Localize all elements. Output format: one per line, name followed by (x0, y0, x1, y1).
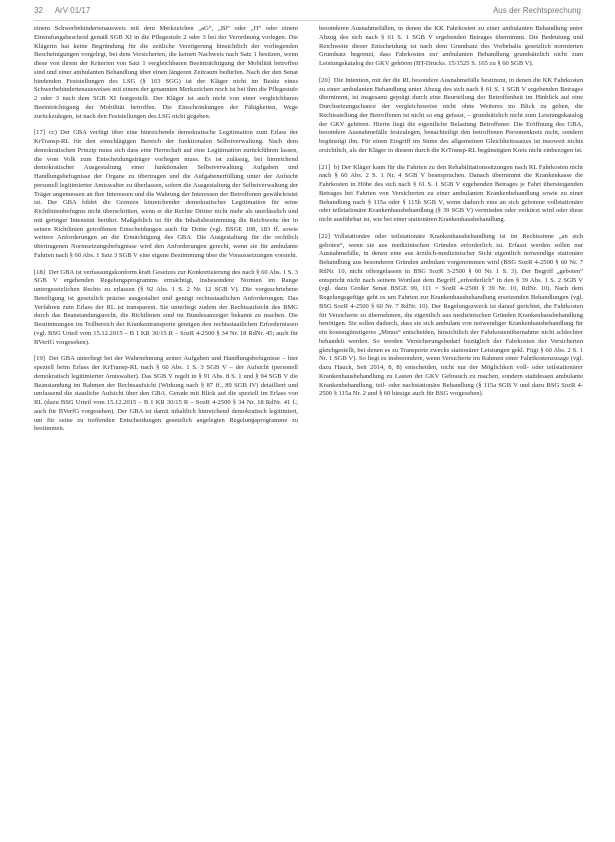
paragraph-text: besonderen Ausnahmefällen, in denen die KK Fahrkosten zu einer ambulanten Behandlung unter Abzug des sich nach § 61 S. 1 SGB V ergebenden Betrages übernimmt. Die Bedeutung und Reichweite dieser Entscheidung ist nach dem Grundsatz des Vorbehalts gesetzlich normierten Grundsatz begrenzt, dass Fahrkosten zur ambulanten Behandlung grundsätzlich nicht zum Leistungskatalog der GKV gehören (BT-Drucks. 15/1525 S. 165 zu § 60 SGB V). (319, 25, 583, 67)
paragraph-number: [19] (34, 355, 45, 363)
paragraph-text: Der GBA unterliegt bei der Wahrnehmung seiner Aufgaben und Handlungsbefugnisse – hier speziell beim Erlass der KrTransp-RL nach § 60 Abs. 1 S. 3 SGB V – der Aufsicht (personell demokratisch legitimierter Amtswalter). Das SGB V regelt in § 91 Abs. 8 S. 1 und § 94 SGB V die Beanstandung im Rahmen der Rechtsaufsicht (Wirkung nach § 87 ff., 89 SGB IV) detailliert und umfassend die staatliche Aufsicht über den GBA. Gerade mit Blick auf die speziell im Erlass von RL (dazu BSG Urteil vom 15.12.2015 – B 1 KR 30/15 R – SozR 4-2500 § 34 Nr. 18 RdNr. 41 f.; auch für BVerfG vorgesehen). Der GBA ist damit inhaltlich hinreichend demokratisch legitimiert, um für seine zu treffenden Entscheidungen gesetzlich angelegten Regelungsprogramme zu bestimmen. (34, 355, 298, 433)
page-number: 32 (34, 6, 43, 15)
paragraph-text: Der GBA ist verfassungskonform kraft Gesetzes zur Konkretisierung des nach § 60 Abs. 1 S. 3 SGB V ergehenden Regelungsprogramms ermächtigt, insbesondere Normen im Range untergesetzlichen Rechts zu erlassen (§ 92 Abs. 1 S. 2 Nr. 12 SGB V). Die vorgeschriebene Beteiligung ist gesetzlich präzise ausgestaltet und genügt rechtsstaatlichen Anforderungen. Das Verfahren zum Erlass der RL ist transparent. Sie unterliegt zudem der Rechtsaufsicht des BMG durch das Beanstandungsrecht, die Richtlinien sind im Bundesanzeiger bekannt zu machen. Die Bestimmungen im Teilbereich der Krankentransporte genügen den rechtsstaatlichen Erfordernissen (vgl. BSG Urteil vom 15.12.2015 – B 1 KR 30/15 R – SozR 4-2500 § 34 Nr. 18 RdNr. 45; auch für BVerfG vorgesehen). (34, 268, 298, 346)
paragraph (34, 269, 298, 348)
issue-label: ArV 01/17 (54, 6, 91, 15)
paragraph-text: einem Schwerbehindertenausweis mit dem Merkzeichen „aG“, „Bl“ oder „H“ oder einem Einstufungsbescheid gemäß SGB XI in die Pflegestufe 2 oder 3 bei der Verordnung vorlegen. Die Klägerin hat keine Begründung für die zeitliche Verzögerung hinsichtlich der vorliegenden Bescheinigungen vorgelegt, bei dem Versicherten, die keinen Nachweis nach Satz 1 besitzen, wenn diese von ihrem der Kriterien von Satz 1 vergleichbaren Beeinträchtigung der Mobilität betroffen sind und einer ambulanten Behandlung über einen längeren Zeitraum bedürfen. Nach der den Senat bindenden Feststellungen des LSG (§ 163 SGG) ist der Kläger nicht im Besitz eines Schwerbehindertenausweises mit einem der genannten Merkzeichen noch ist bei ihm die Pflegestufe 2 oder 3 nach dem SGB XI festgestellt. Der Kläger ist auch nicht von einer vergleichbaren Beeinträchtigung der Mobilität betroffen. Die Einschränkungen der Fähigkeiten, Wege zurückzulegen, ist nach den Feststellungen des LSG nicht gegeben. (34, 25, 298, 120)
paragraph-number: [17] (34, 129, 45, 137)
paragraph-text: Die Intention, mit der die RL besondere Ausnahmefälle bestimmt, in denen die KK Fahrkosten zu einer ambulanten Behandlung unter Abzug des sich nach § 61 S. 1 SGB V ergebenden Betrages übernimmt, ist insgesamt geprägt durch eine Beurteilung der Betroffenheit im Hinblick auf eine Durchsetzungschance der vergleichsweise nicht ohne Weiteres im Blick zu geben, die Rechtsstellung der Betroffenen ist nicht so eng gefasst, – grundsätzlich nicht zum Leistungskatalog der GKV gehören. Hierin liegt die eigentliche Belastung Betroffener. Die Eröffnung des GBA, besondere Ausnahmefälle festzulegen, benachteiligt den betroffenen Personenkreis nicht, sondern begünstigt ihn. Für einen Eingriff im Sinne des allgemeinen Gleichheitssatzes ist insoweit nichts ersichtlich, als der Kläger in diesem durch die KrTransp-RL begünstigten Kreis nicht einbezogen ist. (319, 76, 583, 154)
paragraph (34, 355, 298, 434)
paragraph (319, 77, 583, 156)
paragraph-text: b) Der Kläger kann für die Fahrten zu den Rehabilitationssitzungen nach RL Fahrkosten nicht nach § 60 Abs. 2 S. 1 Nr. 4 SGB V beanspruchen. Danach übernimmt die Krankenkasse die Fahrkosten in Höhe des sich nach § 61 S. 1 SGB V ergebenden Betrages je Fahrt übersteigenden Betrages bei Fahrten von Versicherten zu einer ambulanten Krankenbehandlung sowie zu einer Behandlung nach § 115a oder § 115b SGB V, wenn dadurch eine an sich gebotene vollstationäre oder teilstationäre Krankenhausbehandlung (§ 39 SGB V) vermieden oder verkürzt wird oder diese nicht ausführbar ist, wie bei einer stationären Krankenhausbehandlung. (319, 163, 583, 223)
header-divider (34, 20, 581, 21)
section-title: Aus der Rechtsprechung (492, 6, 581, 15)
left-column (34, 25, 298, 442)
paragraph-number: [22] (319, 232, 330, 240)
paragraph (34, 25, 298, 121)
page-header (34, 6, 581, 18)
paragraph (34, 129, 298, 260)
right-column (319, 25, 583, 407)
paragraph-number: [18] (34, 268, 45, 276)
paragraph-text: Vollstationäre oder teilstationäre Krankenhausbehandlung ist im Rechtssinne „an sich geboten“, wenn sie aus medizinischen Gründen erforderlich ist. Erfasst werden sollen nur Ausnahmefälle, in denen eine aus ärztlich-medizinischer Sicht eigentlich notwendige stationäre Behandlung aus besonderen Gründen ambulant vorgenommen wird (BSG SozR 4-2500 § 60 Nr. 7 RdNr. 10, nicht offengelassen in BSG SozR 3-2500 § 60 Nr. 1 S. 3). Der Begriff „geboten“ entspricht nicht nach seinem Wortlaut dem Begriff „erforderlich“ in den § 39 Abs. 1 S. 2 SGB V (vgl. dazu Großer Senat BSGE 99, 111 = SozR 4-2500 § 39 Nr. 10, RdNr. 10). Nach dem Regelungsgefüge geht es um Fahrten zur Krankenhausbehandlung ersetzenden Behandlungen (vgl. BSG SozR 4-2500 § 60 Nr. 7 RdNr. 10). Der Regelungszweck ist darauf gerichtet, die Fahrkosten für Versicherte zu übernehmen, die eigentlich aus medizinischen Gründen Krankenhausbehandlung benötigen. Sie sollen dadurch, dass sie sich ambulant von notwendiger Krankenhausbehandlung für ein kostengünstigeres „Minus“ entscheiden, hinsichtlich der Fahrkostenübernahme nicht schlechter behandelt werden. So werden Versicherungsbedarf bezüglich der Fahrkosten der Versicherten gleichgestellt, bei denen es zu Transporte zwecks stationärer Leistungen gekl. Fügt § 60 Abs. 2 S. 1 Nr. 1 SGB V). So liegt es insbesondere, wenn Versicherte im Rahmen einer Fahrtkostenzusage (vgl. dazu Hauck, Seit 2014, 8, 8) entscheiden, nicht nur der Möglichkeit voll- oder teilstationärer Krankenhausbehandlung zu Lasten der GKV Gebrauch zu machen, sondern stattdessen ambulante Krankenbehandlung, teil- oder nachstationäre Behandlung (§ 115a SGB V und dazu BSG SozR 4-2500 § 115a Nr. 2 und § 60 hiesige auch für BSG vorgesehen). (319, 232, 583, 398)
paragraph-number: [21] (319, 163, 330, 171)
paragraph-number: [20] (319, 76, 330, 84)
paragraph (319, 233, 583, 399)
paragraph (319, 25, 583, 69)
paragraph (319, 164, 583, 225)
paragraph-text: cc) Der GBA verfügt über eine hinreichende demokratische Legitimation zum Erlass der KrTransp-RL für den einschlägigen Bereich der funktionalen Selbstverwaltung. Nach dem demokratischen Prinzip muss sich dass eine Herrschaft auf eine Legitimation zurückführen lassen, die vom Volk zum Entscheidungsträger vorliegen muss. Es ist zulässig, bei hinreichend demokratischer Ausgestaltung einer funktionalen Selbstverwaltung Aufgaben und Handlungsbefugnisse der Organe zu übertragen und die Aufgabenerfüllung unter der Aufsicht personell legitimierter Amtswalter zu überlassen, sofern die Ausgestaltung der Selbstverwaltung der Träger angemessen an ihre Interessen und die Wahrung der Interessen der Betroffenen gewährleistet ist. Der GBA bildet die Grenzen hinreichender demokratischer Legitimation für seine Richtlinienbefugnis nicht überschritten, wenn er die Rechte Dritter nicht mehr als unerlässlich und mit geringer Intensität berührt. Maßgeblich ist für die Inhaltsbestimmung die Reichweite der in seinen Richtlinien getroffenen Entscheidungen auch für Dritte (vgl. BSGE 108, 183 ff. sowie weitere Anforderungen an die Ermächtigung des GBA. Die Ausgestaltung für die rechtlich übertragenen Normsetzungsbefugnisse wird den Anforderungen gerecht, wenn sie für ambulante Fahrten nach § 60 Abs. 1 Satz 3 SGB V eine eigene Bestimmung über die Voraussetzungen vorsieht. (34, 129, 298, 259)
